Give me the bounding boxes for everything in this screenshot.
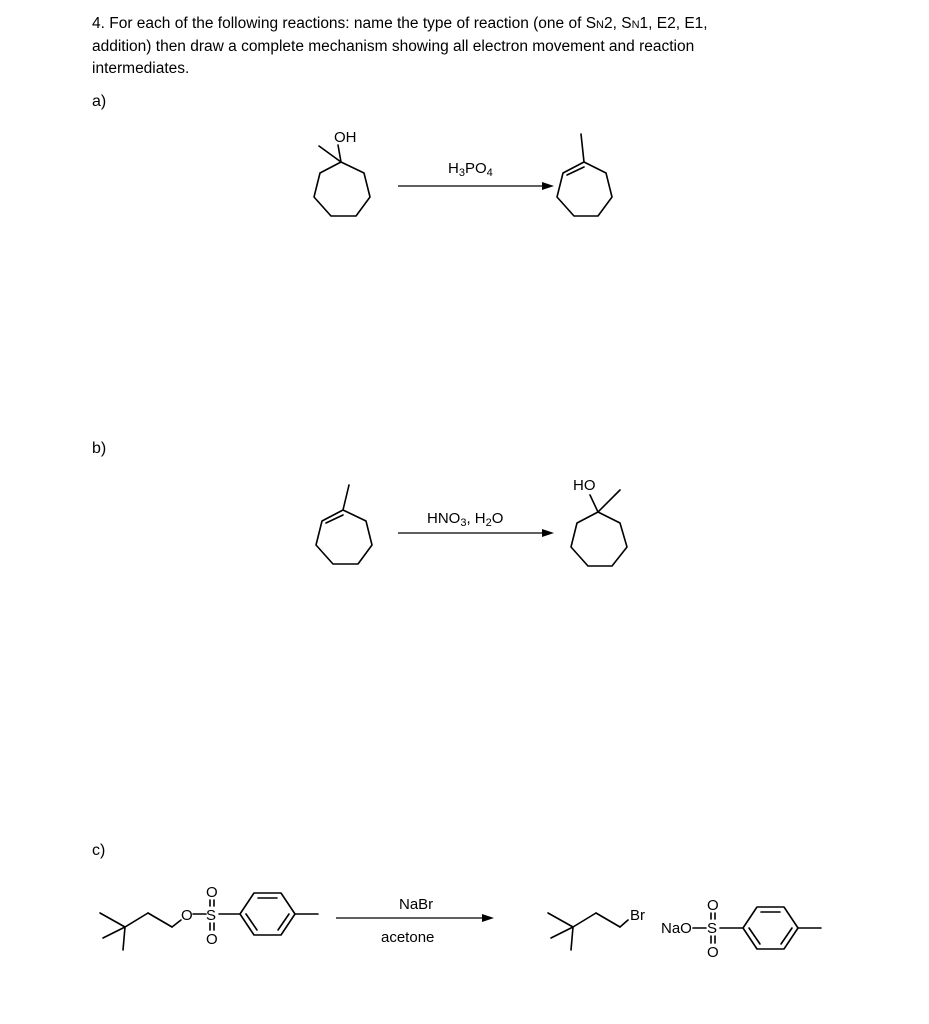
part-c-byproduct: [661, 897, 821, 961]
part-c-label: c): [92, 842, 106, 859]
part-b-product: [571, 477, 627, 566]
part-b-arrow: [398, 529, 554, 537]
part-c-sulfonyl-o-bottom: O: [206, 931, 218, 948]
part-c-br-label: Br: [630, 907, 645, 924]
part-c-ester-o: O: [181, 907, 193, 924]
part-a-label: a): [92, 93, 107, 110]
part-b-reactant: [316, 485, 372, 564]
part-b-ho-label: HO: [573, 477, 596, 494]
part-a-reactant: [314, 129, 370, 216]
part-c-sulfur: S: [206, 907, 217, 924]
question-line-2: addition) then draw a complete mechanism showing all electron movement and reaction: [92, 38, 695, 55]
part-c-byproduct-o-bottom: O: [707, 944, 719, 961]
part-c-nao-label: NaO: [661, 920, 692, 937]
part-c-reactant: [100, 884, 318, 950]
part-c-reagent-top: NaBr: [399, 896, 434, 913]
part-c-arrow: [336, 914, 494, 922]
part-c-byproduct-o-top: O: [707, 897, 719, 914]
part-b-reagent: $HNO_3$, $H_2O$: [427, 510, 504, 529]
part-a-product: [557, 134, 612, 216]
part-a-arrow: [398, 182, 554, 190]
part-c-byproduct-sulfur: S: [707, 920, 718, 937]
part-c-reagent-bottom: acetone: [381, 929, 435, 946]
question-line-1: 4. For each of the following reactions: name the type of reaction (one of SN2, SN1, E2, E1,: [92, 15, 708, 32]
question-line-3: intermediates.: [92, 60, 190, 77]
part-b-label: b): [92, 440, 107, 457]
part-c-product: [548, 907, 645, 950]
part-a-oh-label: OH: [334, 129, 357, 146]
part-c-sulfonyl-o-top: O: [206, 884, 218, 901]
part-a-reagent: $H_3PO_4$: [448, 160, 493, 179]
